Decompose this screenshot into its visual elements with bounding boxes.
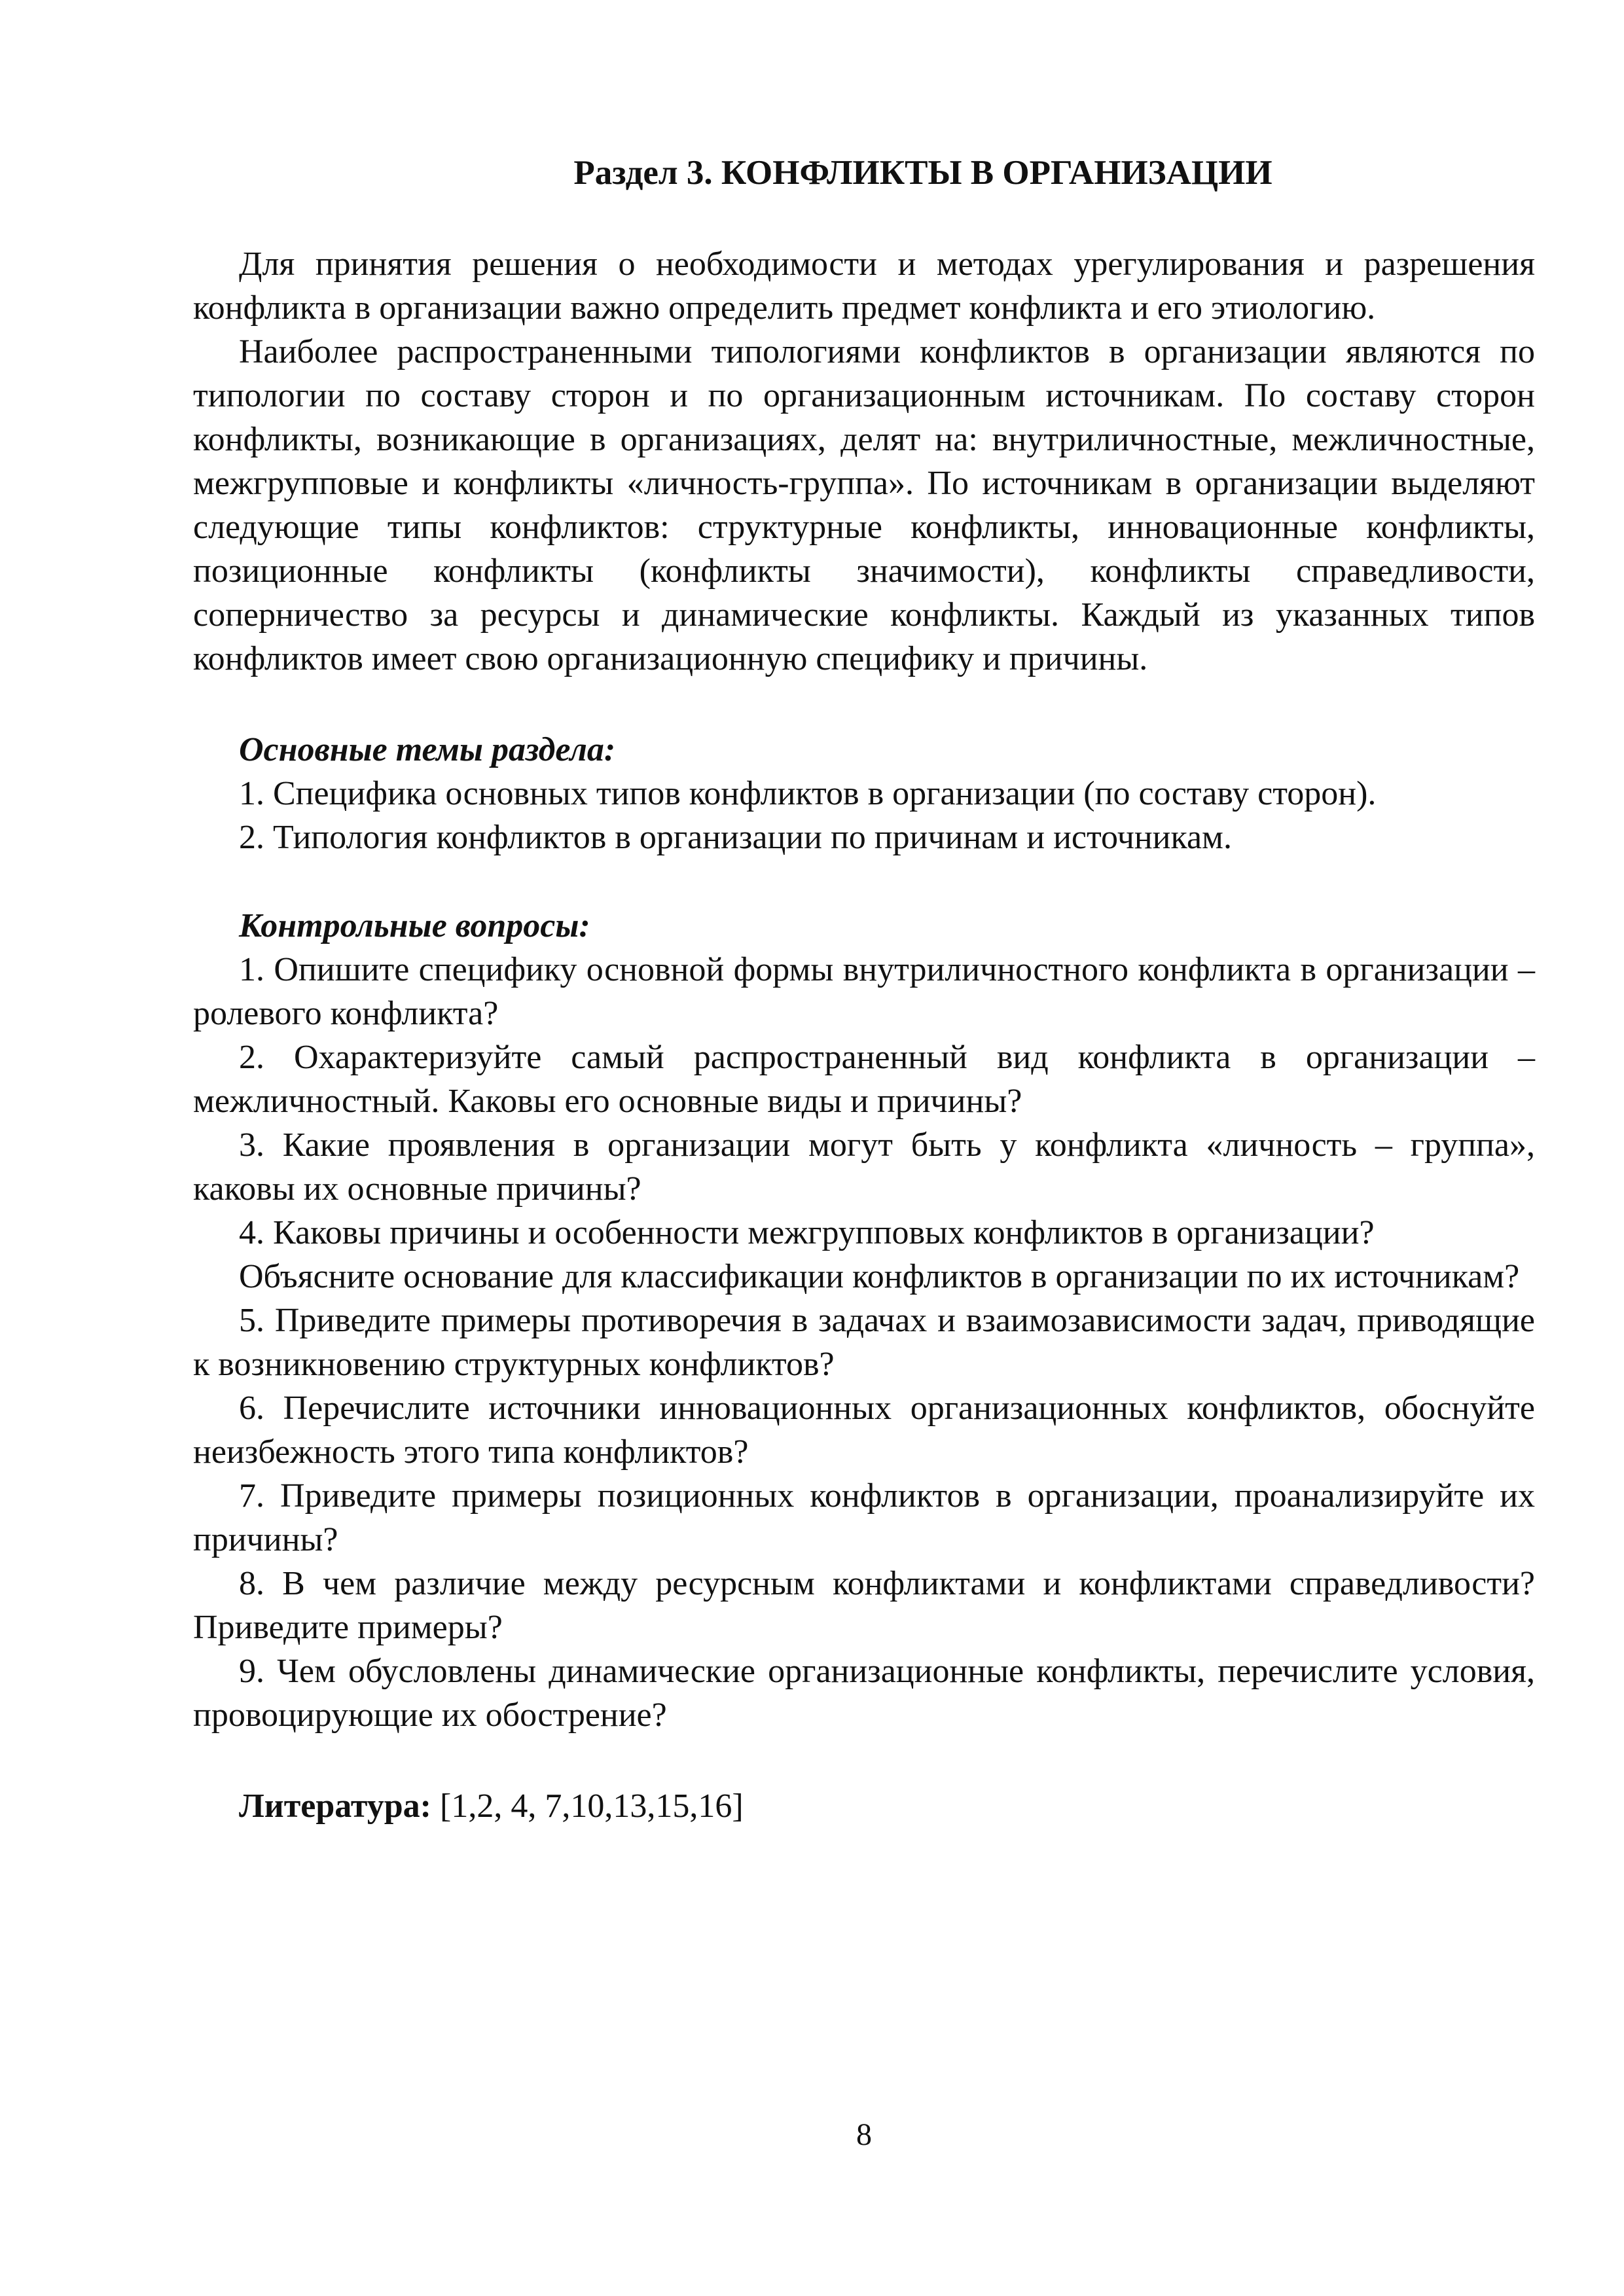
question-item-4-continued: Объясните основание для классификации конфликтов в организации по их источникам?: [239, 1258, 1520, 1295]
question-item-6: 6. Перечислите источники инновационных организационных конфликтов, обоснуйте неизбежность этого типа конфликтов?: [193, 1390, 1535, 1471]
question-item-1: 1. Опишите специфику основной формы внутриличностного конфликта в организации – ролевого конфликта?: [193, 951, 1535, 1032]
question-item-4: 4. Каковы причины и особенности межгрупповых конфликтов в организации?: [239, 1214, 1375, 1251]
literature-refs: [1,2, 4, 7,10,13,15,16]: [431, 1787, 744, 1825]
question-item-2: 2. Охарактеризуйте самый распространенный вид конфликта в организации – межличностный. Каковы его основные виды и причины?: [193, 1039, 1535, 1120]
question-item-3: 3. Какие проявления в организации могут быть у конфликта «личность – группа», каковы их основные причины?: [193, 1126, 1535, 1208]
section-title: Раздел 3. КОНФЛИКТЫ В ОРГАНИЗАЦИИ: [573, 154, 1272, 192]
literature-label: Литература:: [239, 1787, 431, 1825]
themes-heading: Основные темы раздела:: [239, 731, 616, 768]
questions-heading: Контрольные вопросы:: [239, 907, 590, 944]
document-page: [193, 0, 1535, 2296]
question-item-8: 8. В чем различие между ресурсным конфликтами и конфликтами справедливости? Приведите примеры?: [193, 1565, 1535, 1646]
intro-paragraph-2: Наиболее распространенными типологиями конфликтов в организации являются по типологии по составу сторон и по организационным источникам. По составу сторон конфликты, возникающие в организациях, делят на: внутриличностные, межличностные, межгрупповые и конфликты «личность-группа». По источникам в организации выделяют следующие типы конфликтов: структурные конфликты, инновационные конфликты, позиционные конфликты (конфликты значимости), конфликты справедливости, соперничество за ресурсы и динамические конфликты. Каждый из указанных типов конфликтов имеет свою организационную специфику и причины.: [193, 333, 1535, 677]
theme-item-1: 1. Специфика основных типов конфликтов в организации (по составу сторон).: [239, 775, 1377, 812]
spacer: [193, 681, 1535, 728]
question-item-7: 7. Приведите примеры позиционных конфликтов в организации, проанализируйте их причины?: [193, 1477, 1535, 1558]
spacer: [193, 1737, 1535, 1784]
question-item-9: 9. Чем обусловлены динамические организационные конфликты, перечислите условия, провоцирующие их обострение?: [193, 1653, 1535, 1734]
literature-line: [193, 1784, 1535, 1828]
theme-item-2: 2. Типология конфликтов в организации по причинам и источникам.: [239, 819, 1232, 856]
spacer: [193, 859, 1535, 904]
page-number: 8: [856, 2117, 872, 2152]
intro-paragraph-1: Для принятия решения о необходимости и методах урегулирования и разрешения конфликта в организации важно определить предмет конфликта и его этиологию.: [193, 245, 1535, 327]
document-body: [193, 242, 1535, 1828]
question-item-5: 5. Приведите примеры противоречия в задачах и взаимозависимости задач, приводящие к возникновению структурных конфликтов?: [193, 1302, 1535, 1383]
